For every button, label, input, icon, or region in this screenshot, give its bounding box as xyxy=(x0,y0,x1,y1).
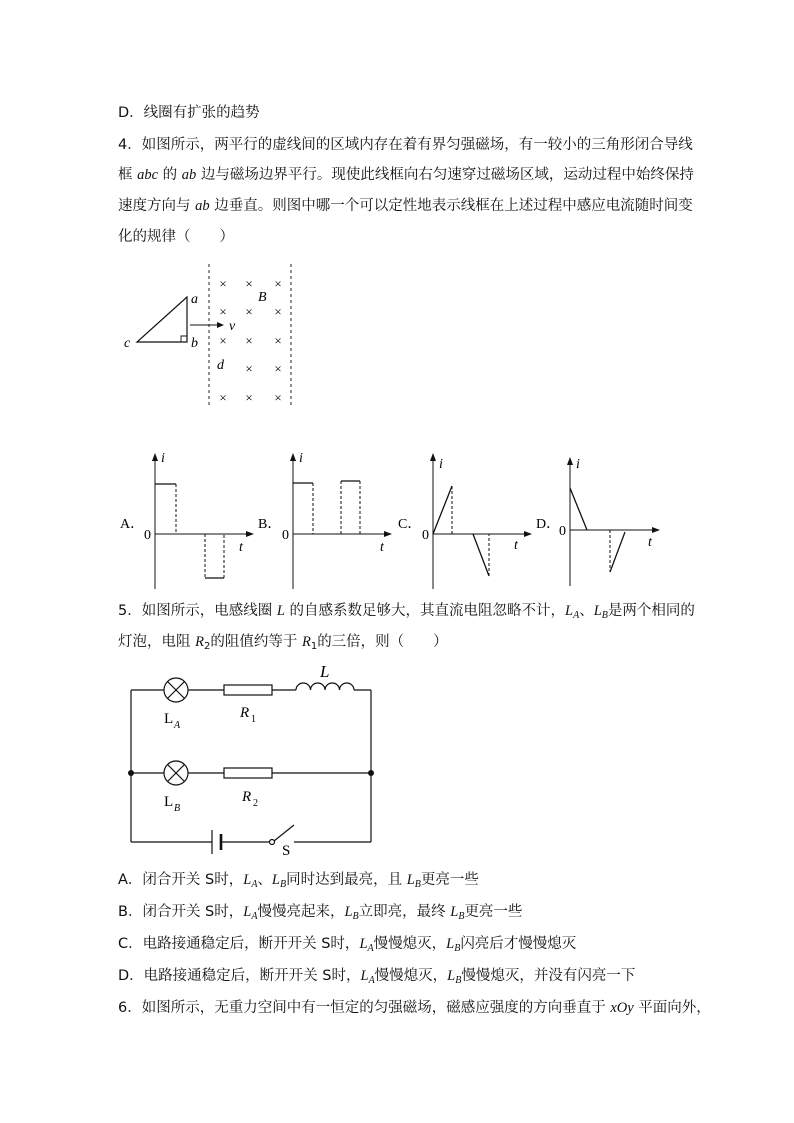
svg-text:×: × xyxy=(219,276,227,291)
label-d: d xyxy=(217,358,224,373)
svg-text:×: × xyxy=(274,333,282,348)
svg-text:A: A xyxy=(174,720,181,731)
svg-text:B．: B． xyxy=(258,517,282,532)
q4-stem-line-2: 框 abc 的 ab 边与磁场边界平行。现使此线框向右匀速穿过磁场区域，运动过程中始终保持 xyxy=(118,167,694,183)
svg-text:×: × xyxy=(245,390,253,405)
svg-text:R: R xyxy=(242,789,252,805)
svg-text:×: × xyxy=(219,304,227,319)
svg-text:2: 2 xyxy=(253,798,258,809)
svg-text:i: i xyxy=(439,457,443,472)
svg-text:×: × xyxy=(274,390,282,405)
svg-text:L: L xyxy=(164,794,174,810)
graph-b xyxy=(250,448,400,593)
label-B: B xyxy=(258,290,267,305)
q5-option-d: D．电路接通稳定后，断开开关 S时，$L_A$慢慢熄灭，$L_B$慢慢熄灭，并没有闪亮一下 xyxy=(118,968,636,986)
svg-text:0: 0 xyxy=(559,524,566,539)
q5-option-b: B．闭合开关 S时，$L_A$慢慢亮起来，$L_B$立即亮，最终 $L_B$更亮一些 xyxy=(118,904,523,922)
svg-text:×: × xyxy=(245,333,253,348)
svg-text:t: t xyxy=(514,538,518,553)
label-a: a xyxy=(191,292,198,307)
svg-text:0: 0 xyxy=(144,528,151,543)
graph-c xyxy=(390,448,540,593)
svg-text:t: t xyxy=(239,540,243,555)
field-crosses xyxy=(219,276,281,405)
svg-text:×: × xyxy=(274,276,282,291)
q4-stem-line-3: 速度方向与 ab 边垂直。则图中哪一个可以定性地表示线框在上述过程中感应电流随时间变 xyxy=(118,198,693,214)
svg-text:×: × xyxy=(245,361,253,376)
svg-text:i: i xyxy=(299,451,303,466)
q6-stem-line-1: 6．如图所示，无重力空间中有一恒定的匀强磁场，磁感应强度的方向垂直于 xOy 平面向外， xyxy=(118,1000,711,1016)
graph-d xyxy=(528,448,678,593)
svg-text:C．: C． xyxy=(398,517,422,532)
svg-text:×: × xyxy=(274,361,282,376)
svg-text:S: S xyxy=(282,843,291,859)
svg-text:L: L xyxy=(164,711,174,727)
svg-text:A．: A． xyxy=(120,517,145,532)
svg-text:×: × xyxy=(245,304,253,319)
q5-option-c: C．电路接通稳定后，断开开关 S时，$L_A$慢慢熄灭，$L_B$闪亮后才慢慢熄灭 xyxy=(118,936,577,954)
label-c: c xyxy=(124,336,131,351)
svg-text:i: i xyxy=(576,457,580,472)
q5-circuit-diagram xyxy=(124,660,384,860)
resistor-r1 xyxy=(224,685,272,695)
svg-text:0: 0 xyxy=(282,528,289,543)
q4-stem-line-1: 4．如图所示，两平行的虚线间的区域内存在着有界匀强磁场，有一较小的三角形闭合导线 xyxy=(118,137,693,153)
svg-text:R: R xyxy=(240,705,250,721)
label-v: v xyxy=(229,319,236,334)
svg-text:L: L xyxy=(320,662,330,681)
triangle-frame xyxy=(137,297,187,342)
svg-text:1: 1 xyxy=(251,714,256,725)
q3-option-d: D．线圈有扩张的趋势 xyxy=(118,105,260,121)
graph-a xyxy=(112,448,262,593)
svg-text:t: t xyxy=(380,540,384,555)
resistor-r2 xyxy=(224,768,272,778)
q4-magnetic-field-figure xyxy=(120,262,300,410)
svg-text:t: t xyxy=(648,535,652,550)
q5-option-a: A．闭合开关 S时，$L_A$、$L_B$同时达到最亮，且 $L_B$更亮一些 xyxy=(118,872,479,890)
svg-text:×: × xyxy=(219,390,227,405)
inductor-coil xyxy=(296,683,354,690)
label-b: b xyxy=(191,336,198,351)
svg-text:×: × xyxy=(219,333,227,348)
svg-text:×: × xyxy=(245,276,253,291)
switch-s xyxy=(274,825,294,841)
q5-stem-line-1: 5．如图所示，电感线圈 L 的自感系数足够大，其直流电阻忽略不计，$L_A$、$L_B$是两个相同的 xyxy=(118,603,695,621)
svg-text:×: × xyxy=(274,304,282,319)
svg-text:0: 0 xyxy=(422,528,429,543)
svg-text:D．: D． xyxy=(536,517,561,532)
svg-text:i: i xyxy=(161,451,165,466)
q5-stem-line-2: 灯泡，电阻 $R_2$的阻值约等于 $R_1$的三倍，则（ ） xyxy=(118,634,448,652)
q4-stem-line-4: 化的规律（ ） xyxy=(118,229,234,245)
svg-text:B: B xyxy=(174,803,181,814)
